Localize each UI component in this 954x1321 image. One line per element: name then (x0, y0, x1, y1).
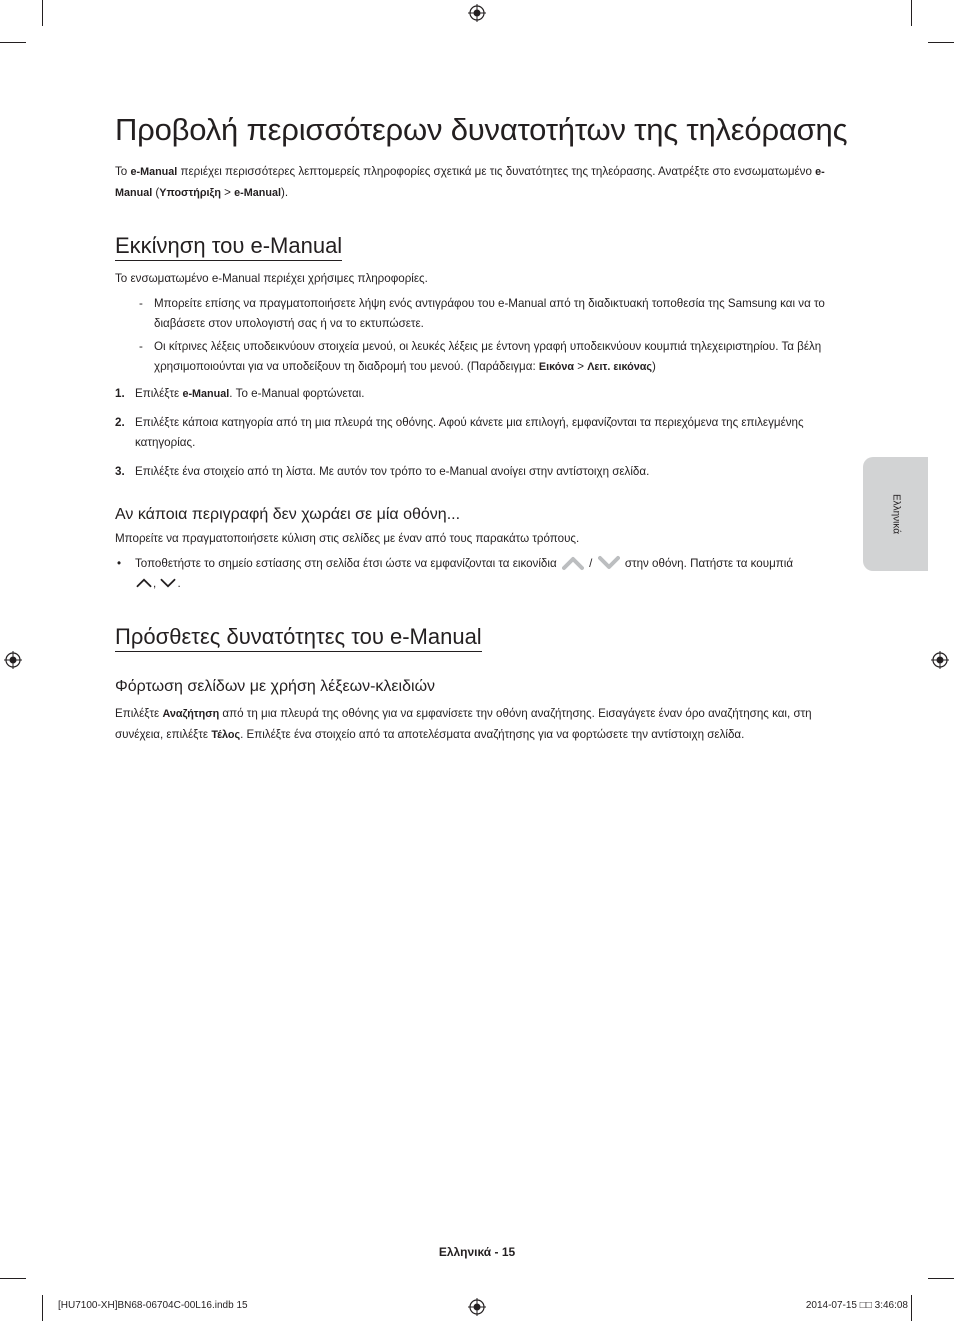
down-button-icon (159, 575, 177, 591)
crop-mark (0, 1278, 26, 1279)
registration-mark-icon (931, 651, 949, 669)
footer-date-info: 2014-07-15 □□ 3:46:08 (805, 1300, 908, 1311)
menu-term: e-Manual (234, 186, 281, 199)
registration-mark-icon (468, 1298, 486, 1316)
note-colors: Οι κίτρινες λέξεις υποδεικνύουν στοιχεία μενού, οι λευκές λέξεις με έντονη γραφή υποδεικνύουν κουμπιά τηλεχειριστηρίου. Τα βέλη χρησιμοποιούνται για να υποδείξουν τη διαδρομή του μενού. (Παράδειγμα: Εικόνα > Λειτ. εικόνας) (154, 340, 822, 373)
scroll-bullet: Τοποθετήστε το σημείο εστίασης στη σελίδα έτσι ώστε να εμφανίζονται τα εικονίδια / στην οθόνη. Πατήστε τα κουμπιά , . (135, 557, 794, 590)
scroll-down-arrow-icon (598, 555, 620, 571)
menu-term: e-Manual (130, 166, 178, 178)
section-heading-extra-features: Πρόσθετες δυνατότητες του e-Manual (115, 624, 482, 652)
crop-mark (0, 42, 26, 43)
bullet-symbol: • (117, 557, 122, 570)
crop-mark (911, 1295, 912, 1321)
sub-heading-scroll: Αν κάποια περιγραφή δεν χωράει σε μία οθόνη... (115, 506, 461, 523)
keywords-paragraph: Επιλέξτε Αναζήτηση από τη μια πλευρά της οθόνης για να εμφανίσετε την οθόνη αναζήτησης. Εισαγάγετε έναν όρο αναζήτησης και, στη συνέχεια, επιλέξτε Τέλος. Επιλέξτε ένα στοιχείο από τα αποτελέσματα αναζήτησης για να φορτώσετε την αντίστοιχη σελίδα. (115, 707, 812, 741)
menu-term: Εικόνα (538, 360, 574, 373)
crop-mark (928, 1278, 954, 1279)
menu-term: Αναζήτηση (162, 708, 220, 720)
intro-paragraph: Το e-Manual περιέχει περισσότερες λεπτομερείς πληροφορίες σχετικά με τις δυνατότητες της τηλεόρασης. Ανατρέξτε στο ενσωματωμένο e-Manual (Υποστήριξη > e-Manual). (115, 165, 825, 199)
menu-term: e-Manual (182, 388, 230, 400)
language-side-tab (863, 457, 928, 571)
step-2: Επιλέξτε κάποια κατηγορία από τη μια πλευρά της οθόνης. Αφού κάνετε μια επιλογή, εμφανίζονται τα περιεχόμενα της επιλεγμένης κατηγορίας. (135, 416, 804, 449)
step-1: Επιλέξτε e-Manual. Το e-Manual φορτώνεται. (135, 387, 365, 400)
up-button-icon (135, 575, 153, 591)
language-label: Ελληνικά (890, 493, 901, 535)
registration-mark-icon (468, 4, 486, 22)
section-lead: Το ενσωματωμένο e-Manual περιέχει χρήσιμες πληροφορίες. (115, 272, 428, 285)
note-dash: - (139, 297, 143, 310)
menu-term: Τέλος (211, 728, 241, 741)
page-title: Προβολή περισσότερων δυνατοτήτων της τηλεόρασης (115, 112, 848, 147)
scroll-lead: Μπορείτε να πραγματοποιήσετε κύλιση στις σελίδες με έναν από τους παρακάτω τρόπους. (115, 532, 580, 545)
menu-term: e-Manual (115, 166, 825, 199)
page-number: Ελληνικά - 15 (438, 1245, 516, 1259)
sub-heading-keywords: Φόρτωση σελίδων με χρήση λέξεων-κλειδιών (115, 678, 436, 695)
note-download: Μπορείτε επίσης να πραγματοποιήσετε λήψη ενός αντιγράφου του e-Manual από τη διαδικτυακή τοποθεσία της Samsung και να το διαβάσετε στον υπολογιστή σας ή να το εκτυπώσετε. (154, 297, 825, 330)
crop-mark (42, 1295, 43, 1321)
registration-mark-icon (4, 651, 22, 669)
scroll-up-arrow-icon (562, 555, 584, 571)
section-heading-start-emanual: Εκκίνηση του e-Manual (115, 233, 342, 261)
step-number: 1. (115, 387, 125, 400)
menu-term: Υποστήριξη (159, 186, 221, 199)
step-number: 3. (115, 465, 125, 478)
crop-mark (928, 42, 954, 43)
footer-file-info: [HU7100-XH]BN68-06704C-00L16.indb 15 (58, 1300, 248, 1311)
step-3: Επιλέξτε ένα στοιχείο από τη λίστα. Με αυτόν τον τρόπο το e-Manual ανοίγει στην αντίστοιχη σελίδα. (135, 465, 650, 478)
note-dash: - (139, 340, 143, 353)
crop-mark (911, 0, 912, 26)
crop-mark (42, 0, 43, 26)
step-number: 2. (115, 416, 125, 429)
menu-term: Λειτ. εικόνας (587, 360, 652, 373)
